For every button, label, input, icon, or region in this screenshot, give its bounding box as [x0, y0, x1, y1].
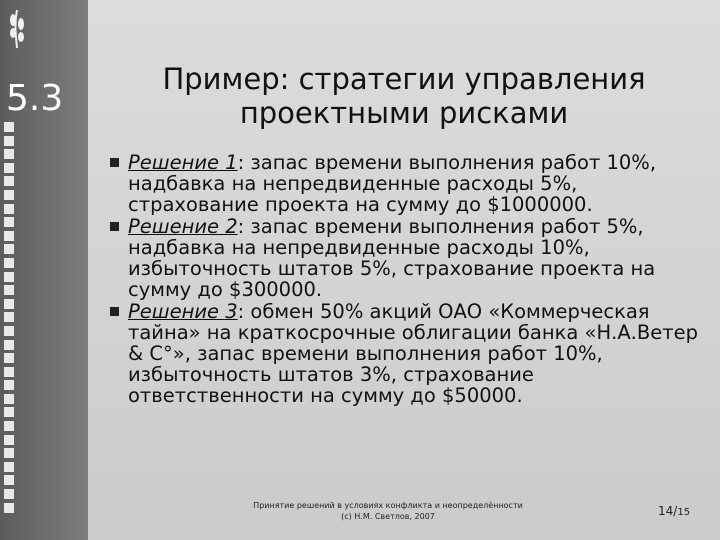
sidebar-square	[4, 421, 14, 431]
sidebar-square	[4, 163, 14, 173]
sidebar-square	[4, 394, 14, 404]
sidebar-square	[4, 340, 14, 350]
page-current: 14	[658, 504, 674, 518]
page-total: 15	[677, 507, 691, 518]
sidebar-square	[4, 326, 14, 336]
sidebar-square	[4, 136, 14, 146]
sidebar-square	[4, 244, 14, 254]
sidebar-square	[4, 299, 14, 309]
sidebar-square	[4, 285, 14, 295]
sidebar-square	[4, 462, 14, 472]
section-number: 5.3	[6, 78, 64, 119]
sidebar-square	[4, 448, 14, 458]
slide-content	[88, 0, 720, 540]
bullet-heading: Решение 3	[128, 300, 238, 323]
footer	[238, 500, 538, 522]
page-number	[658, 504, 690, 518]
sidebar-square	[4, 367, 14, 377]
page-separator: /	[673, 504, 678, 518]
square-bullet-icon	[110, 158, 119, 167]
square-bullet-icon	[110, 307, 119, 316]
sidebar-square	[4, 122, 14, 132]
title-line-1: Пример: стратегии управления	[162, 62, 646, 96]
sidebar-square	[4, 272, 14, 282]
footer-line-2: (c) Н.М. Светлов, 2007	[341, 512, 435, 521]
sidebar-square	[4, 149, 14, 159]
bullet-list	[110, 152, 700, 407]
bullet-heading: Решение 1	[128, 151, 238, 174]
sidebar	[0, 0, 88, 540]
bullet-item	[110, 152, 700, 215]
sidebar-square	[4, 353, 14, 363]
sidebar-square	[4, 258, 14, 268]
sidebar-square	[4, 475, 14, 485]
title-line-2: проектными рисками	[239, 96, 569, 130]
bullet-heading: Решение 2	[128, 215, 238, 238]
sidebar-square	[4, 231, 14, 241]
bullet-text: : запас времени выполнения работ 10%, надбавка на непредвиденные расходы 5%, страхование проекта на сумму до $1000000.	[128, 151, 657, 216]
sidebar-square	[4, 435, 14, 445]
bullet-text: : обмен 50% акций ОАО «Коммерческая тайна» на краткосрочные облигации банка «Н.А.Ветер & С°», запас времени выполнения работ 10%, избыточность штатов 3%, страхование ответственности на сумму до $50000.	[128, 300, 698, 407]
sidebar-square	[4, 176, 14, 186]
slide-title	[88, 62, 720, 130]
bullet-item	[110, 216, 700, 300]
sidebar-decoration	[4, 122, 20, 516]
sidebar-square	[4, 190, 14, 200]
sidebar-square	[4, 407, 14, 417]
sidebar-square	[4, 204, 14, 214]
sidebar-square	[4, 312, 14, 322]
sidebar-square	[4, 217, 14, 227]
sidebar-square	[4, 503, 14, 513]
wheat-emblem-icon	[6, 6, 28, 50]
sidebar-square	[4, 380, 14, 390]
bullet-item	[110, 301, 700, 406]
bullet-text: : запас времени выполнения работ 5%, надбавка на непредвиденные расходы 10%, избыточность штатов 5%, страхование проекта на сумму до $300000.	[128, 215, 656, 301]
footer-line-1: Принятие решений в условиях конфликта и неопределённости	[253, 501, 523, 510]
sidebar-square	[4, 489, 14, 499]
square-bullet-icon	[110, 222, 119, 231]
